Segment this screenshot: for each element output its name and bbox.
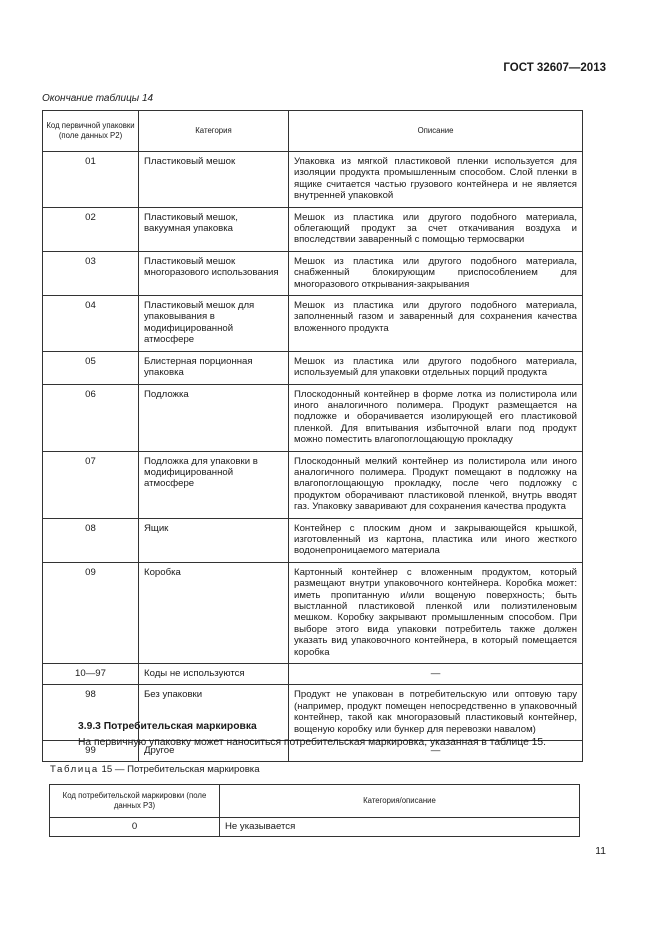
table14-header-code: Код первичной упаковки (поле данных Р2) (43, 111, 139, 152)
table-row (43, 664, 583, 685)
table15-caption-title: 15 — Потребительская маркировка (98, 764, 260, 775)
row-category: Без упаковки (139, 685, 289, 741)
standard-number: ГОСТ 32607—2013 (503, 62, 606, 74)
row-code: 08 (43, 518, 139, 562)
row-description: Мешок из пластика или другого подобного материала, заполненный газом и заваренный для сохранения качества вложенного продукта (289, 296, 583, 352)
table15-caption (50, 764, 260, 775)
row-description: Картонный контейнер с вложенным продуктом, который размещают внутри упаковочного контейнера. Коробка может: иметь пропитанную и/или вощеную поверхность; быть выстланной пластиковой пленкой или полиэтиленовым мешком. Коробку закрывают промышленным способом. При выборе этого вида упаковки потребитель также должен указать вид упаковочного контейнера, в который помещается коробка (289, 562, 583, 663)
table-14 (42, 110, 583, 762)
table-row (43, 685, 583, 741)
table-row (43, 251, 583, 295)
table-row (43, 451, 583, 518)
table-row (43, 207, 583, 251)
table-row (43, 384, 583, 451)
table14-header-description: Описание (289, 111, 583, 152)
section-text: На первичную упаковку может наноситься потребительская маркировка, указанная в таблице 15. (78, 737, 546, 748)
row-category: Пластиковый мешок (139, 152, 289, 208)
table-row (50, 818, 580, 837)
row-category: Не указывается (220, 818, 580, 837)
table15-header-category: Категория/описание (220, 785, 580, 818)
row-description: Контейнер с плоским дном и закрывающейся крышкой, изготовленный из картона, пластика или иного жесткого водонепроницаемого материала (289, 518, 583, 562)
table-row (43, 152, 583, 208)
table15-header-code: Код потребительской маркировки (поле данных Р3) (50, 785, 220, 818)
table-row (43, 351, 583, 384)
row-description: Упаковка из мягкой пластиковой пленки используется для изоляции продукта промышленным способом. Слой пленки в ящике считается частью грузового контейнера и не является внутренней упаковкой (289, 152, 583, 208)
row-category: Коды не используются (139, 664, 289, 685)
row-description: Мешок из пластика или другого подобного материала, снабженный блокирующим приспособлением для многоразового открывания-закрывания (289, 251, 583, 295)
row-category: Блистерная порционная упаковка (139, 351, 289, 384)
row-code: 02 (43, 207, 139, 251)
table15-caption-word: Таблица (50, 764, 99, 775)
row-description: Плоскодонный контейнер в форме лотка из полистирола или иного аналогичного полимера. Продукт размещается на подложке и оборачивается изолирующей его пластиковой пленкой. Для впитывания избыточной влаги под продукт можно поместить влагопоглощающую прокладку (289, 384, 583, 451)
table14-caption: Окончание таблицы 14 (42, 93, 154, 104)
row-description: — (289, 664, 583, 685)
row-description: — (289, 741, 583, 762)
table14-header-category: Категория (139, 111, 289, 152)
row-code: 06 (43, 384, 139, 451)
row-category: Ящик (139, 518, 289, 562)
table15-header-row (50, 785, 580, 818)
row-category: Коробка (139, 562, 289, 663)
row-code: 10—97 (43, 664, 139, 685)
row-category: Другое (139, 741, 289, 762)
row-description: Продукт не упакован в потребительскую или оптовую тару (например, продукт помещен непосредственно в упаковочный контейнер, такой как многоразовый пластиковый контейнер, вощеную коробку или бункер для перевозки навалом) (289, 685, 583, 741)
table14-header-row (43, 111, 583, 152)
row-code: 03 (43, 251, 139, 295)
row-code: 99 (43, 741, 139, 762)
row-category: Подложка для упаковки в модифицированной атмосфере (139, 451, 289, 518)
page-number: 11 (595, 846, 606, 857)
row-category: Подложка (139, 384, 289, 451)
row-code: 98 (43, 685, 139, 741)
row-description: Мешок из пластика или другого подобного материала, облегающий продукт за счет откачивания воздуха и впоследствии заваренный с помощью термосварки (289, 207, 583, 251)
section-heading: 3.9.3 Потребительская маркировка (78, 721, 257, 732)
row-category: Пластиковый мешок многоразового использования (139, 251, 289, 295)
table-15 (49, 784, 580, 837)
row-description: Плоскодонный мелкий контейнер из полистирола или иного аналогичного полимера. Продукт помещают в подложку на влагопоглощающую прокладку, после чего подложку с продуктом оборачивают пластиковой пленкой, внутрь вводят газ. Упаковку заваривают для сохранения качества продукта (289, 451, 583, 518)
row-code: 07 (43, 451, 139, 518)
row-code: 01 (43, 152, 139, 208)
row-code: 04 (43, 296, 139, 352)
row-category: Пластиковый мешок, вакуумная упаковка (139, 207, 289, 251)
table-row (43, 562, 583, 663)
row-code: 0 (50, 818, 220, 837)
table-row (43, 518, 583, 562)
row-code: 09 (43, 562, 139, 663)
row-code: 05 (43, 351, 139, 384)
row-description: Мешок из пластика или другого подобного материала, используемый для упаковки отдельных порций продукта (289, 351, 583, 384)
row-category: Пластиковый мешок для упаковывания в модифицированной атмосфере (139, 296, 289, 352)
table-row (43, 296, 583, 352)
